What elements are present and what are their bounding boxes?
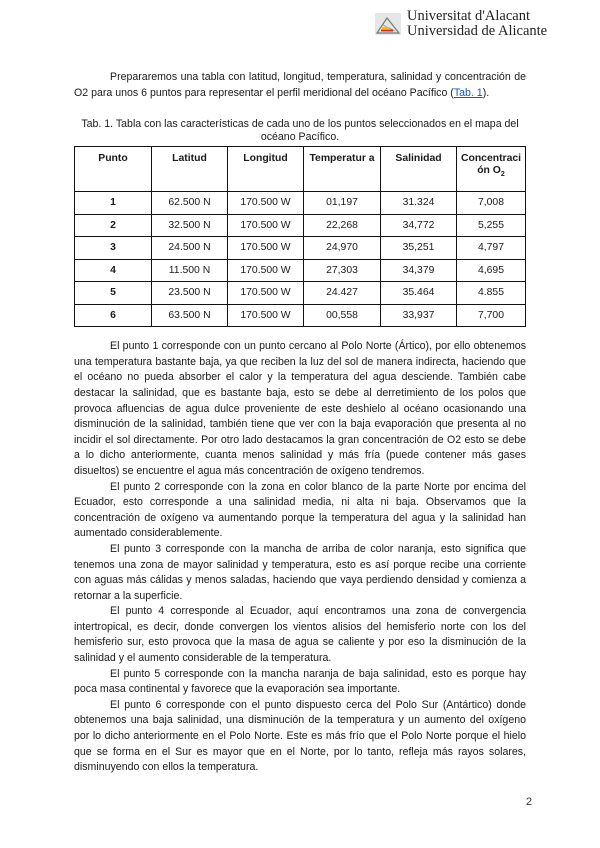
table-row bbox=[75, 214, 526, 237]
table-row bbox=[75, 282, 526, 305]
cell-latitud: 24.500 N bbox=[152, 237, 228, 260]
cell-longitud: 170.500 W bbox=[228, 214, 304, 237]
column-header-longitud: Longitud bbox=[228, 147, 304, 192]
column-header-latitud: Latitud bbox=[152, 147, 228, 192]
cell-latitud: 23.500 N bbox=[152, 282, 228, 305]
paragraph-punto-4: El punto 4 corresponde al Ecuador, aquí encontramos una zona de convergencia intertropical, es decir, donde convergen los vientos alisios del hemisferio norte con los del hemisferio sur, esto provoca que la masa de agua se caliente y por eso la disminución de la salinidad y el aumento considerable de la temperatura. bbox=[74, 605, 526, 665]
table-reference-link[interactable]: Tab. 1 bbox=[453, 86, 483, 99]
cell-punto: 1 bbox=[75, 192, 152, 215]
column-header-temperatura: Temperatur a bbox=[304, 147, 381, 192]
table-header-row bbox=[75, 147, 526, 192]
table-row bbox=[75, 304, 526, 327]
cell-latitud: 62.500 N bbox=[152, 192, 228, 215]
intro-text: Prepararemos una tabla con latitud, longitud, temperatura, salinidad y concentración de O2 para unos 6 puntos para representar el perfil meridional del océano Pacífico ( bbox=[74, 71, 526, 99]
university-name-valencian: Universitat d'Alacant bbox=[407, 8, 531, 24]
cell-o2: 7,700 bbox=[457, 304, 526, 327]
paragraph-punto-2: El punto 2 corresponde con la zona en color blanco de la parte Norte por encima del Ecuador, esto corresponde a una salinidad media, ni alta ni baja. Observamos que la concentración de oxígeno va aumentando porque la temperatura del agua y la salinidad han aumentado considerablemente. bbox=[74, 480, 526, 540]
table-caption: Tab. 1. Tabla con las características de cada uno de los puntos seleccionados en el mapa del océano Pacífico. bbox=[81, 118, 519, 144]
cell-temperatura: 24.427 bbox=[304, 282, 381, 305]
column-header-punto: Punto bbox=[75, 147, 152, 192]
cell-temperatura: 27,303 bbox=[304, 259, 381, 282]
cell-o2: 7,008 bbox=[457, 192, 526, 215]
intro-paragraph bbox=[74, 70, 526, 101]
header-logo bbox=[375, 9, 547, 39]
cell-latitud: 32.500 N bbox=[152, 214, 228, 237]
data-table bbox=[74, 146, 526, 327]
page-number: 2 bbox=[526, 796, 533, 808]
cell-salinidad: 33,937 bbox=[381, 304, 457, 327]
cell-o2: 4,695 bbox=[457, 259, 526, 282]
cell-salinidad: 34,772 bbox=[381, 214, 457, 237]
table-row bbox=[75, 192, 526, 215]
cell-punto: 3 bbox=[75, 237, 152, 260]
cell-punto: 5 bbox=[75, 282, 152, 305]
cell-longitud: 170.500 W bbox=[228, 192, 304, 215]
column-header-o2 bbox=[457, 147, 526, 192]
paragraph-punto-3: El punto 3 corresponde con la mancha de arriba de color naranja, esto significa que tenemos una zona de mayor salinidad y temperatura, esto es así porque recibe una corriente con aguas más cálidas y menos saladas, haciendo que vaya perdiendo densidad y comienza a retornar a la superficie. bbox=[74, 542, 526, 602]
column-header-salinidad: Salinidad bbox=[381, 147, 457, 192]
university-name-spanish: Universidad de Alicante bbox=[407, 23, 548, 39]
paragraph-punto-1: El punto 1 corresponde con un punto cercano al Polo Norte (Ártico), por ello obtenemos una temperatura bastante baja, ya que reciben la luz del sol de manera indirecta, haciendo que el océano no pueda absorber el calor y la temperatura del agua desciende. También cabe destacar la salinidad, que es bastante baja, esto se debe al derretimiento de los polos que provoca afluencias de agua dulce proveniente de este deshielo al océano ocasionando una disminución de la salinidad, también tiene que ver con la baja evaporación que presenta al no incidir el sol directamente. Por otro lado destacamos la gran concentración de O2 esto se debe a lo dicho anteriormente, cuanta menos salinidad y más fría (puede contener más gases disueltos) se encuentre el agua más concentración de oxígeno tendremos. bbox=[74, 340, 526, 477]
cell-punto: 2 bbox=[75, 214, 152, 237]
cell-temperatura: 01,197 bbox=[304, 192, 381, 215]
cell-latitud: 63.500 N bbox=[152, 304, 228, 327]
university-logo-icon bbox=[375, 13, 401, 35]
cell-punto: 4 bbox=[75, 259, 152, 282]
cell-temperatura: 22,268 bbox=[304, 214, 381, 237]
cell-latitud: 11.500 N bbox=[152, 259, 228, 282]
cell-temperatura: 24,970 bbox=[304, 237, 381, 260]
document-body bbox=[74, 70, 526, 776]
cell-temperatura: 00,558 bbox=[304, 304, 381, 327]
cell-o2: 4,797 bbox=[457, 237, 526, 260]
cell-salinidad: 31.324 bbox=[381, 192, 457, 215]
intro-tail: ). bbox=[482, 86, 490, 99]
paragraph-punto-6: El punto 6 corresponde con el punto dispuesto cerca del Polo Sur (Antártico) donde obtenemos una baja salinidad, una disminución de la temperatura y un aumento del oxígeno por lo dicho anteriormente en el Polo Norte. Este es más frío que el Polo Norte porque el hielo que se forma en el Sur es mayor que en el Norte, por lo tanto, refleja más rayos solares, disminuyendo con ellos la temperatura. bbox=[74, 698, 526, 774]
cell-salinidad: 35.464 bbox=[381, 282, 457, 305]
cell-o2: 5,255 bbox=[457, 214, 526, 237]
paragraph-punto-5: El punto 5 corresponde con la mancha naranja de baja salinidad, esto es porque hay poca masa continental y favorece que la evaporación sea importante. bbox=[74, 667, 526, 696]
cell-o2: 4.855 bbox=[457, 282, 526, 305]
table-row bbox=[75, 237, 526, 260]
cell-punto: 6 bbox=[75, 304, 152, 327]
table-row bbox=[75, 259, 526, 282]
cell-longitud: 170.500 W bbox=[228, 304, 304, 327]
cell-salinidad: 34,379 bbox=[381, 259, 457, 282]
cell-salinidad: 35,251 bbox=[381, 237, 457, 260]
o2-subscript: 2 bbox=[500, 171, 505, 179]
o2-header-text: Concentraci ón O bbox=[460, 153, 522, 177]
cell-longitud: 170.500 W bbox=[228, 259, 304, 282]
cell-longitud: 170.500 W bbox=[228, 237, 304, 260]
cell-longitud: 170.500 W bbox=[228, 282, 304, 305]
